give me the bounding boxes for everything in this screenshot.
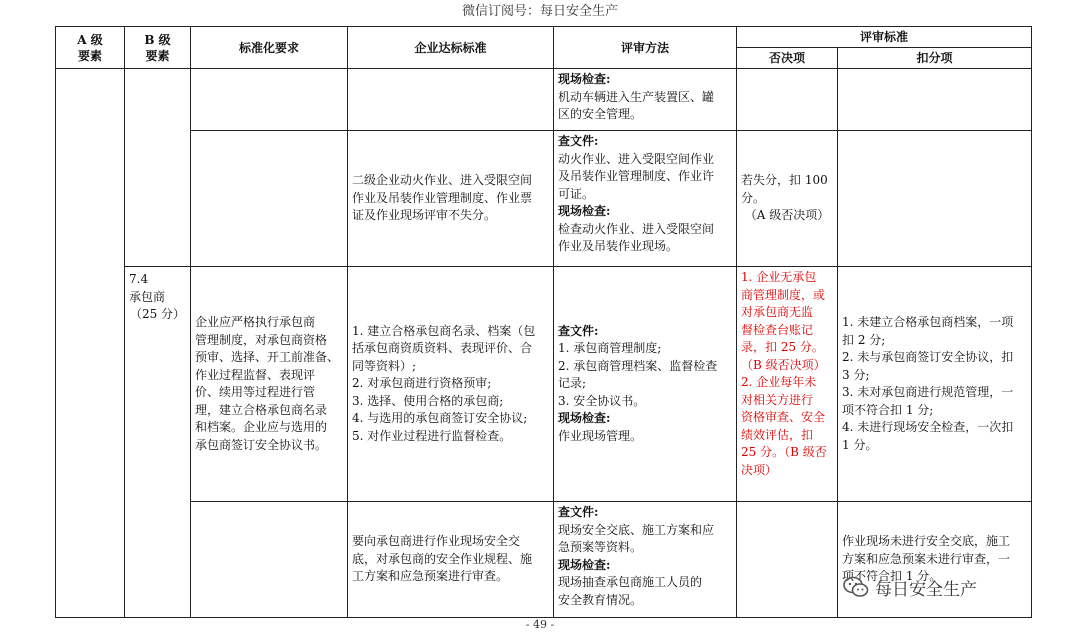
header-review-standard: 评审标准 bbox=[737, 27, 1032, 48]
criteria-cell: 二级企业动火作业、进入受限空间 作业及吊装作业管理制度、作业票 证及作业现场评审不失分。 bbox=[348, 131, 554, 267]
standard-cell bbox=[191, 69, 348, 131]
deduction-cell bbox=[838, 131, 1032, 267]
header-deduction: 扣分项 bbox=[838, 48, 1032, 69]
method-cell: 查文件: 动火作业、进入受限空间作业 及吊装作业管理制度、作业许 可证。 现场检查: 检查动火作业、进入受限空间 作业及吊装作业现场。 bbox=[554, 131, 737, 267]
veto-cell bbox=[737, 502, 838, 618]
page-header: 微信订阅号：每日安全生产 bbox=[461, 4, 618, 19]
watermark-text: 每日安全生产 bbox=[875, 579, 977, 600]
page-number: - 49 - bbox=[525, 618, 555, 631]
header-standard: 标准化要求 bbox=[191, 27, 348, 69]
deduction-cell: 1. 未建立合格承包商档案，一项 扣 2 分; 2. 未与承包商签订安全协议，扣 3 分; 3. 未对承包商进行规范管理，一 项不符合扣 1 分; 4. 未进行现场安全检查，一次扣 1 分。 bbox=[838, 267, 1032, 502]
b-level-cell-empty bbox=[125, 69, 191, 267]
header-criteria: 企业达标标准 bbox=[348, 27, 554, 69]
watermark bbox=[843, 574, 977, 600]
method-cell: 查文件: 现场安全交底、施工方案和应 急预案等资料。 现场检查: 现场抽查承包商施工人员的 安全教育情况。 bbox=[554, 502, 737, 618]
b-level-cell-contractor: 7.4 承包商 （25 分） bbox=[125, 267, 191, 618]
standard-cell: 企业应严格执行承包商 管理制度，对承包商资格 预审、选择、开工前准备、 作业过程监督、表现评 价、续用等过程进行管 理，建立合格承包商名录 和档案。企业应与选用的 承包商签订安全协议书。 bbox=[191, 267, 348, 502]
criteria-cell: 要向承包商进行作业现场安全交 底，对承包商的安全作业规程、施 工方案和应急预案进行审查。 bbox=[348, 502, 554, 618]
veto-cell: 若失分，扣 100 分。 （A 级否决项） bbox=[737, 131, 838, 267]
method-cell: 查文件: 1. 承包商管理制度; 2. 承包商管理档案、监督检查 记录; 3. 安全协议书。 现场检查: 作业现场管理。 bbox=[554, 267, 737, 502]
criteria-cell bbox=[348, 69, 554, 131]
header-veto: 否决项 bbox=[737, 48, 838, 69]
deduction-cell: 作业现场未进行安全交底，施工 方案和应急预案未进行审查，一 项不符合扣 1 分。 bbox=[838, 502, 1032, 618]
deduction-cell bbox=[838, 69, 1032, 131]
method-cell: 现场检查: 机动车辆进入生产装置区、罐 区的安全管理。 bbox=[554, 69, 737, 131]
standard-cell bbox=[191, 502, 348, 618]
veto-cell: 1. 企业无承包 商管理制度，或 对承包商无监 督检查台账记 录，扣 25 分。 （B 级否决项） 2. 企业每年未 对相关方进行 资格审查、安全 绩效评估，扣 25 分。（B 级否 决项） bbox=[737, 267, 838, 502]
standard-cell bbox=[191, 131, 348, 267]
evaluation-table bbox=[55, 26, 1032, 618]
wechat-icon bbox=[843, 576, 869, 598]
header-b-level: B 级 要素 bbox=[125, 27, 191, 69]
header-method: 评审方法 bbox=[554, 27, 737, 69]
header-a-level: A 级 要素 bbox=[56, 27, 125, 69]
veto-cell bbox=[737, 69, 838, 131]
a-level-cell bbox=[56, 69, 125, 618]
criteria-cell: 1. 建立合格承包商名录、档案（包 括承包商资质资料、表现评价、合 同等资料）; 2. 对承包商进行资格预审; 3. 选择、使用合格的承包商; 4. 与选用的承包商签订安全协议; 5. 对作业过程进行监督检查。 bbox=[348, 267, 554, 502]
